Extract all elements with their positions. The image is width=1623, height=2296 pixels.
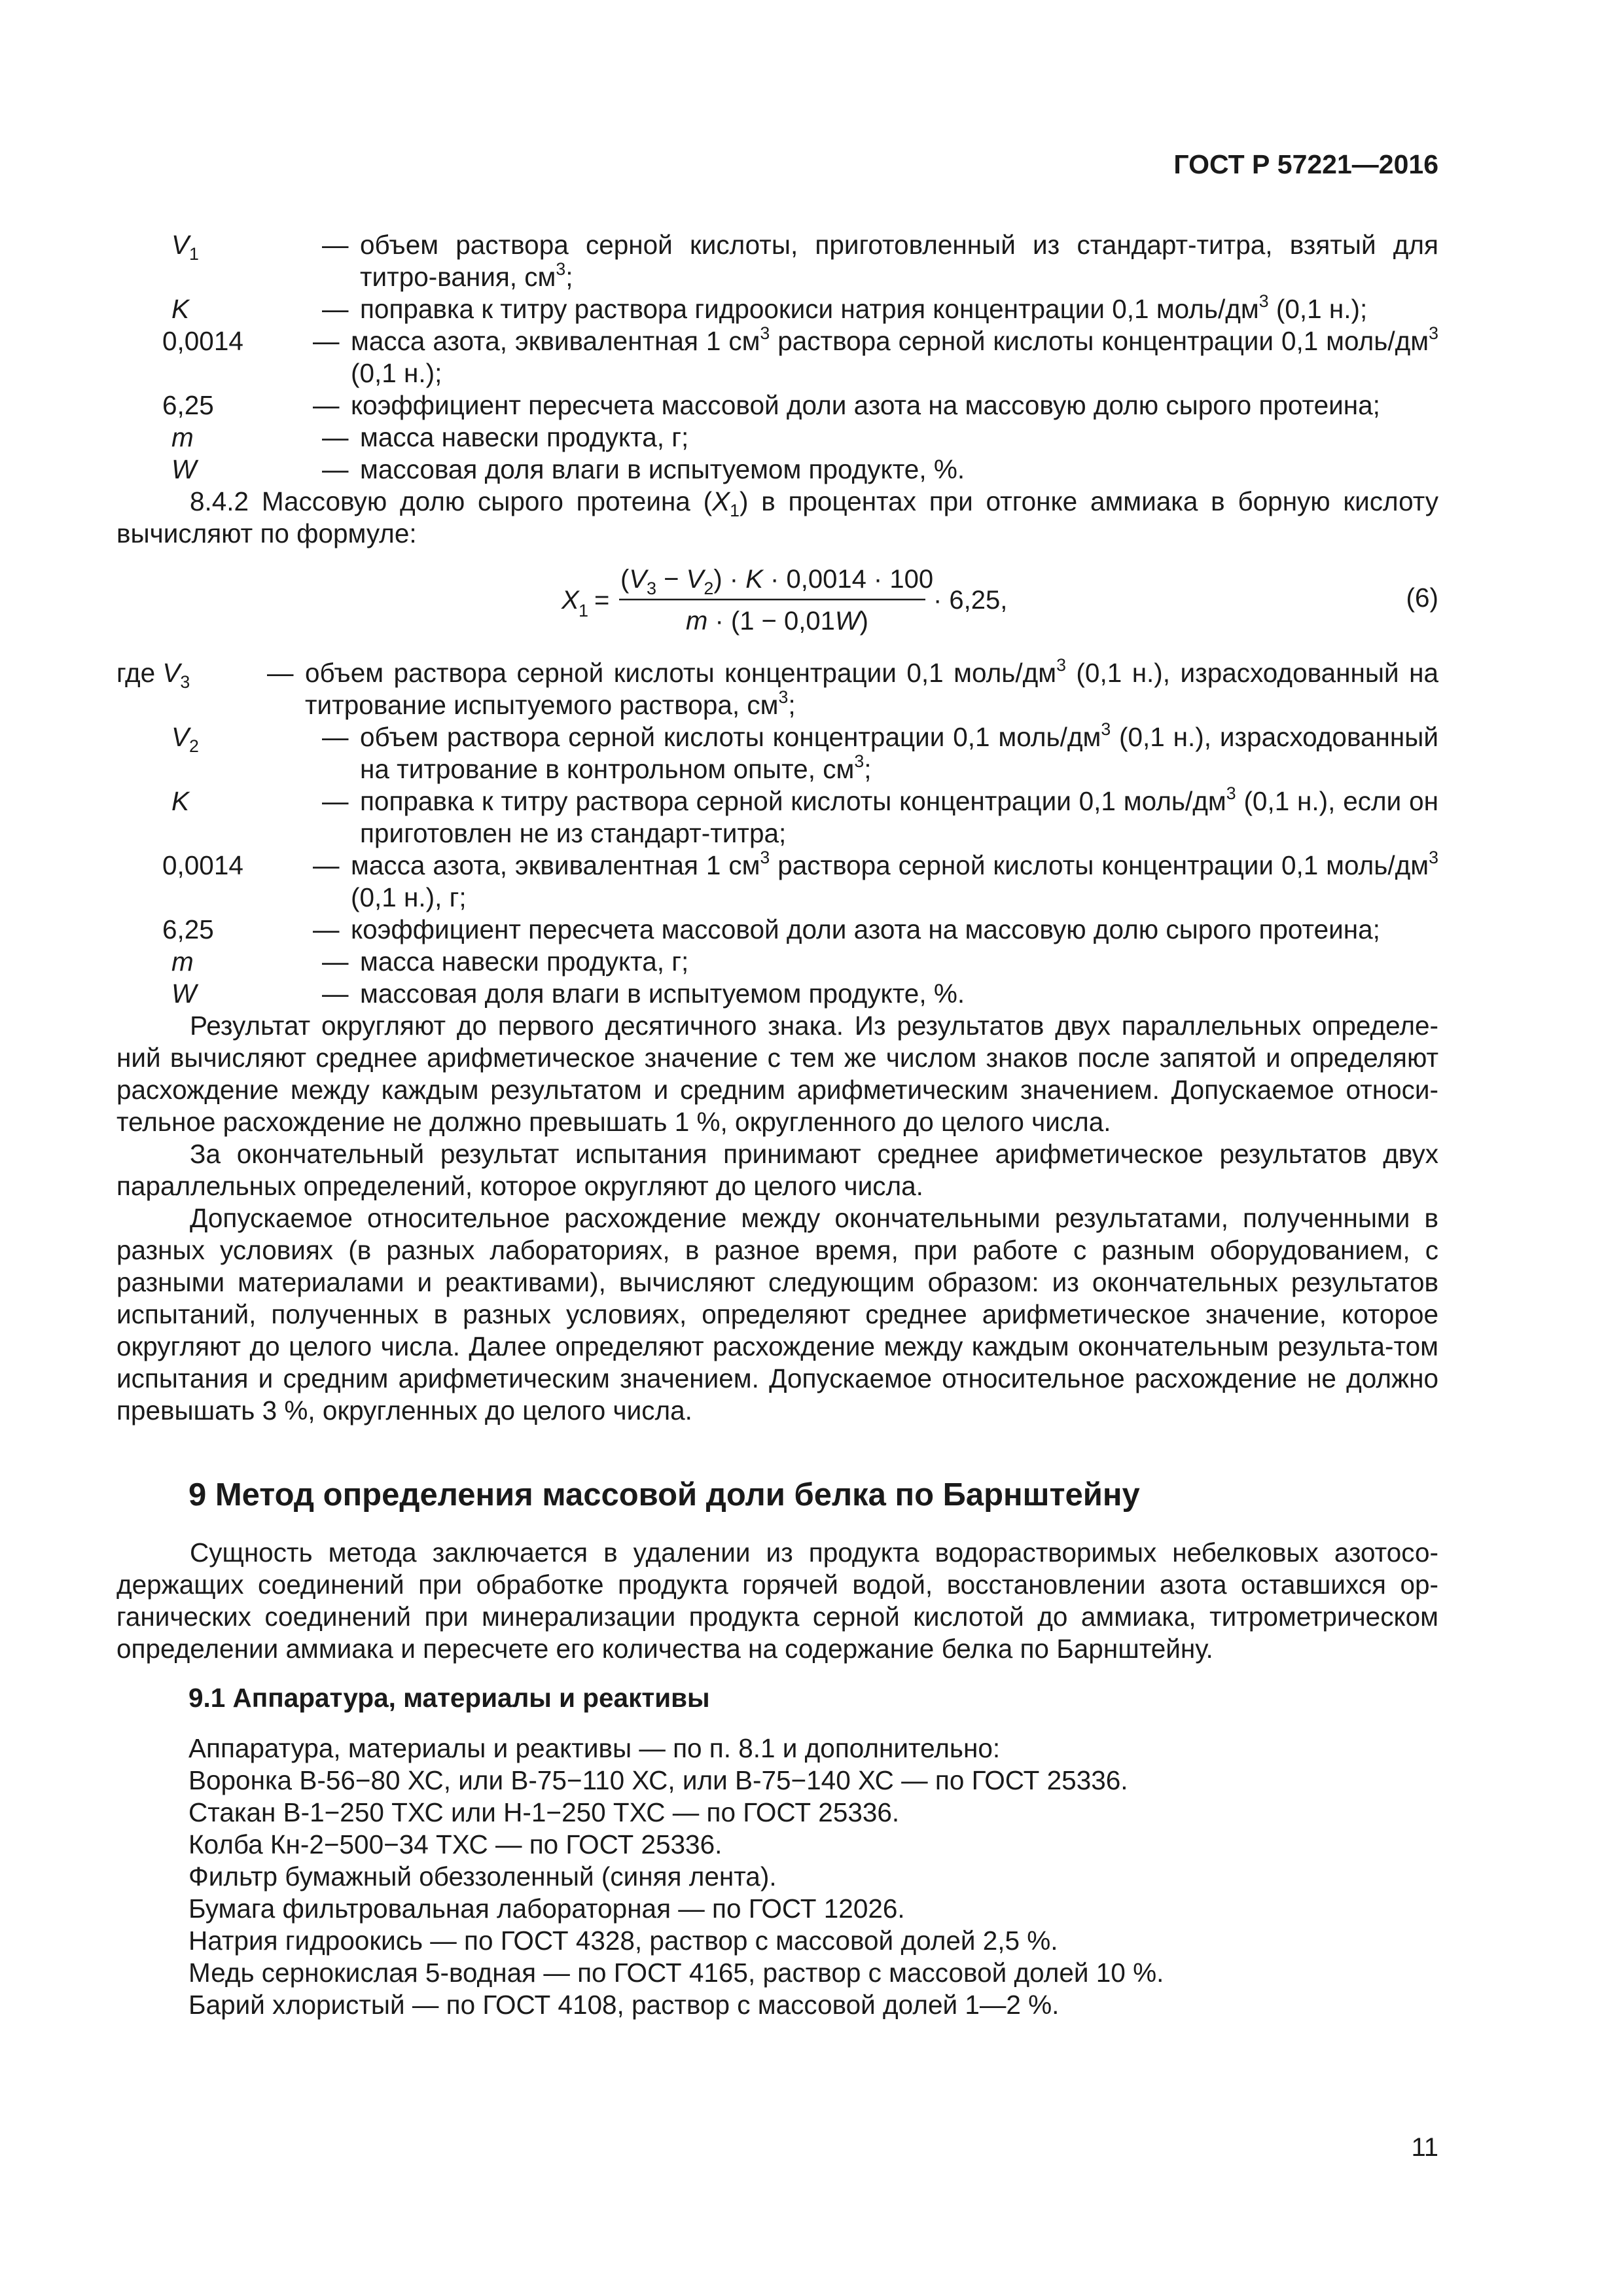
definition-row: m — масса навески продукта, г; (171, 422, 689, 452)
equipment-list (116, 1732, 1438, 2021)
formula-factor: · 6,25, (933, 586, 1008, 615)
formula-eq: = (594, 586, 610, 615)
list-item: Медь сернокислая 5-водная — по ГОСТ 4165, раствор с массовой долей 10 %. (188, 1958, 1164, 1988)
subsection-9-1-title: 9.1 Аппаратура, материалы и реактивы (188, 1683, 710, 1713)
list-item: Воронка В-56−80 ХС, или В-75−110 ХС, или В-75−140 ХС — по ГОСТ 25336. (188, 1765, 1128, 1795)
definition-row: где $V_3$ — объем раствора серной кислоты концентрации 0,1 моль/$дм^3$ (0,1 н.), израсходованный на титрование испытуемого раствора, $см^3$; (116, 655, 1438, 720)
formula-denominator: m · (1 − 0,01W) (686, 607, 868, 636)
list-item: Фильтр бумажный обеззоленный (синяя лента). (188, 1861, 777, 1892)
definition-row: $V_1$ — объем раствора серной кислоты, приготовленный из стандарт-титра, взятый для титро-вания, $см^3$; (171, 230, 1438, 292)
list-item: Барий хлористый — по ГОСТ 4108, раствор с массовой долей 1—2 %. (188, 1990, 1060, 2020)
list-item: Натрия гидроокись — по ГОСТ 4328, раствор с массовой долей 2,5 %. (188, 1926, 1058, 1956)
definition-row: 6,25 — коэффициент пересчета массовой доли азота на массовую долю сырого протеина; (162, 914, 1380, 944)
page-number: 11 (1411, 2133, 1438, 2162)
definitions-list-2 (116, 657, 1438, 1010)
formula-number: (6) (1406, 583, 1438, 613)
list-item: Аппаратура, материалы и реактивы — по п. 8.1 и дополнительно: (188, 1733, 1001, 1763)
list-item: Бумага фильтровальная лабораторная — по ГОСТ 12026. (188, 1893, 905, 1924)
paragraph-tolerance: Допускаемое относительное расхождение между окончательными результатами, полученными в разных условиях (в разных лабораториях, в разное время, при работе с разным оборудованием, с разными материалами и реактивами), вычисляют следующим образом: из окончательных результатов испытаний, полученных в разных условиях, определяют среднее арифметическое значение, которое округляют до целого числа. Далее определяют расхождение между каждым окончательным результа-том испытания и средним арифметическим значением. Допускаемое относительное расхождение не должно превышать 3 %, округленных до целого числа. (116, 1203, 1438, 1426)
definition-row: $V_2$ — объем раствора серной кислоты концентрации 0,1 моль/$дм^3$ (0,1 н.), израсходованный на титрование в контрольном опыте, $см^3$; (171, 719, 1438, 784)
clause-8-4-2: 8.4.2 Массовую долю сырого протеина $(X_1)$ в процентах при отгонке аммиака в борную кислоту вычисляют по формуле: (116, 486, 1439, 548)
definition-row: K — поправка к титру раствора гидроокиси натрия концентрации 0,1 моль/$дм^3$ (0,1 н.); (171, 291, 1368, 324)
paragraph-final-result: За окончательный результат испытания принимают среднее арифметическое результатов двух параллельных определений, которое округляют до целого числа. (116, 1139, 1438, 1201)
paragraph-rounding: Результат округляют до первого десятичного знака. Из результатов двух параллельных определе-ний вычисляют среднее арифметическое значение с тем же числом знаков после запятой и определяют расхождение между каждым результатом и средним арифметическим значением. Допускаемое относи-тельное расхождение не должно превышать 1 %, округленного до целого числа. (116, 1011, 1438, 1137)
definition-row: W — массовая доля влаги в испытуемом продукте, %. (171, 978, 965, 1009)
document-header: ГОСТ Р 57221—2016 (1173, 149, 1438, 179)
formula-6 (116, 551, 1438, 649)
definitions-list-1 (116, 229, 1438, 486)
formula-6-graphic (116, 551, 1438, 649)
definition-row: 6,25 — коэффициент пересчета массовой доли азота на массовую долю сырого протеина; (162, 390, 1380, 420)
formula-numerator: $(V_3 - V_2) \cdot K \cdot 0,0014 \cdot 100$ (620, 565, 934, 598)
section-9-intro: Сущность метода заключается в удалении из продукта водорастворимых небелковых азотосо-держащих соединений при обработке продукта горячей водой, восстановлении азота оставшихся ор-ганических соединений при минерализации продукта серной кислотой до аммиака, титрометрическом определении аммиака и пересчете его количества на содержание белка по Барнштейну. (116, 1537, 1438, 1664)
document-body (116, 229, 1438, 2021)
list-item: Стакан В-1−250 ТХС или Н-1−250 ТХС — по ГОСТ 25336. (188, 1797, 900, 1827)
definition-row: 0,0014 — масса азота, эквивалентная 1 $см^3$ раствора серной кислоты концентрации 0,1 моль/$дм^3$ (0,1 н.), г; (162, 848, 1438, 912)
section-9-title: 9 Метод определения массовой доли белка по Барнштейну (188, 1477, 1140, 1513)
definition-row: 0,0014 — масса азота, эквивалентная 1 $см^3$ раствора серной кислоты концентрации 0,1 моль/$дм^3$ (0,1 н.); (162, 323, 1438, 388)
list-item: Колба Кн-2−500−34 ТХС — по ГОСТ 25336. (188, 1829, 722, 1859)
formula-lhs: X (562, 586, 579, 615)
definition-row: m — масса навески продукта, г; (171, 946, 689, 977)
definition-row: W — массовая доля влаги в испытуемом продукте, %. (171, 454, 965, 484)
formula-lhs-sub: 1 (579, 601, 589, 620)
definition-row: K — поправка к титру раствора серной кислоты концентрации 0,1 моль/$дм^3$ (0,1 н.), если он приготовлен не из стандарт-титра; (171, 783, 1438, 848)
